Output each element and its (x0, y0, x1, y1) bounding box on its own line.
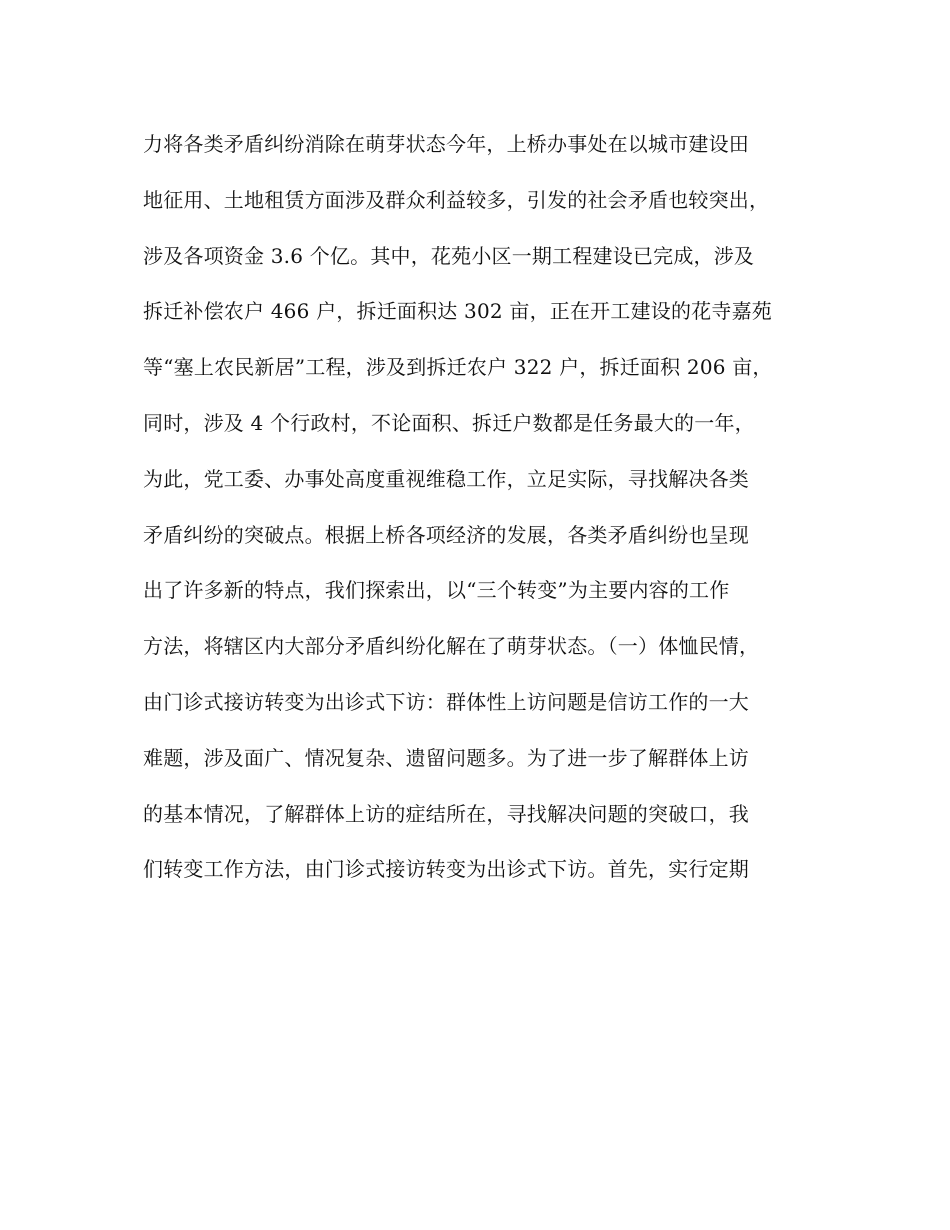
text-line: 方法，将辖区内大部分矛盾纠纷化解在了萌芽状态。（一）体恤民情， (143, 634, 760, 659)
text-line: 出了许多新的特点，我们探索出，以“三个转变”为主要内容的工作 (143, 578, 730, 603)
text-line: 等“塞上农民新居”工程，涉及到拆迁农户 322 户，拆迁面积 206 亩， (143, 355, 773, 380)
text-line: 矛盾纠纷的突破点。根据上桥各项经济的发展，各类矛盾纠纷也呈现 (143, 522, 749, 547)
text-line: 难题，涉及面广、情况复杂、遗留问题多。为了进一步了解群体上访 (143, 745, 749, 770)
text-line: 的基本情况，了解群体上访的症结所在，寻找解决问题的突破口，我 (143, 801, 749, 826)
text-line: 拆迁补偿农户 466 户，拆迁面积达 302 亩，正在开工建设的花寺嘉苑 (143, 299, 772, 324)
text-line: 为此，党工委、办事处高度重视维稳工作，立足实际，寻找解决各类 (143, 466, 749, 491)
text-line: 们转变工作方法，由门诊式接访转变为出诊式下访。首先，实行定期 (143, 857, 749, 882)
text-line: 涉及各项资金 3.6 个亿。其中，花苑小区一期工程建设已完成，涉及 (143, 243, 755, 268)
body-text (143, 124, 823, 905)
text-line: 由门诊式接访转变为出诊式下访：群体性上访问题是信访工作的一大 (143, 689, 749, 714)
text-line: 地征用、土地租赁方面涉及群众利益较多，引发的社会矛盾也较突出， (143, 187, 770, 212)
text-line: 力将各类矛盾纠纷消除在萌芽状态今年，上桥办事处在以城市建设田 (143, 132, 749, 156)
text-line: 同时，涉及 4 个行政村，不论面积、拆迁户数都是任务最大的一年， (143, 410, 755, 435)
